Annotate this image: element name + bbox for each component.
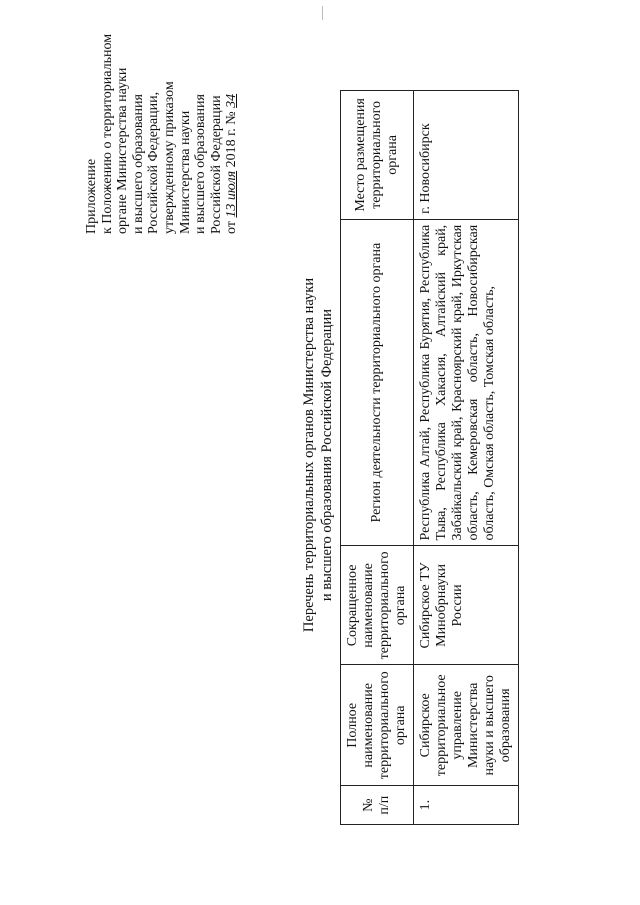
header-region: Регион деятельности территориального органа xyxy=(341,219,414,546)
heading-line-2: и высшего образования Российской Федерации xyxy=(319,308,335,602)
header-number: № п/п xyxy=(341,786,414,825)
heading-line-1: Перечень территориальных органов Министерства науки xyxy=(301,277,317,633)
appendix-line: к Положению о территориальном xyxy=(99,33,115,234)
appendix-line: Приложение xyxy=(84,158,99,234)
territorial-bodies-table xyxy=(340,90,519,825)
appendix-line: и высшего образования xyxy=(130,94,146,234)
header-location: Место размещения территориального органа xyxy=(341,91,414,220)
appendix-line: Российской Федерации xyxy=(208,95,224,234)
appendix-line: утвержденному приказом xyxy=(161,81,177,234)
cell-full-name: Сибирское территориальное управление Министерства науки и высшего образования xyxy=(414,665,519,786)
header-full-name: Полное наименование территориального органа xyxy=(341,665,414,786)
date-prefix: от xyxy=(224,221,240,234)
cell-short-name: Сибирское ТУ Минобрнауки России xyxy=(414,546,519,665)
table-row xyxy=(414,91,519,825)
appendix-line: Российской Федерации, xyxy=(146,91,162,234)
cell-region: Республика Алтай, Республика Бурятия, Республика Тыва, Республика Хакасия, Алтайский край, Забайкальский край, Красноярский край, Иркутская область, Кемеровская область, Новосибирская область, Омская область, Томская область, xyxy=(414,219,519,546)
cell-number: 1. xyxy=(414,786,519,825)
appendix-line: Министерства науки xyxy=(177,110,193,234)
document-heading xyxy=(300,245,336,665)
handwritten-number: 34 xyxy=(224,93,240,108)
appendix-date-line xyxy=(224,9,240,234)
handwritten-date: 13 июля xyxy=(224,170,240,218)
date-suffix: 2018 г. № xyxy=(224,111,240,168)
appendix-block xyxy=(84,9,240,234)
appendix-line: и высшего образования xyxy=(193,94,209,234)
table-header-row xyxy=(341,91,414,825)
cell-location: г. Новосибирск xyxy=(414,91,519,220)
appendix-line: органе Министерства науки xyxy=(115,67,131,234)
header-short-name: Сокращенное наименование территориального органа xyxy=(341,546,414,665)
